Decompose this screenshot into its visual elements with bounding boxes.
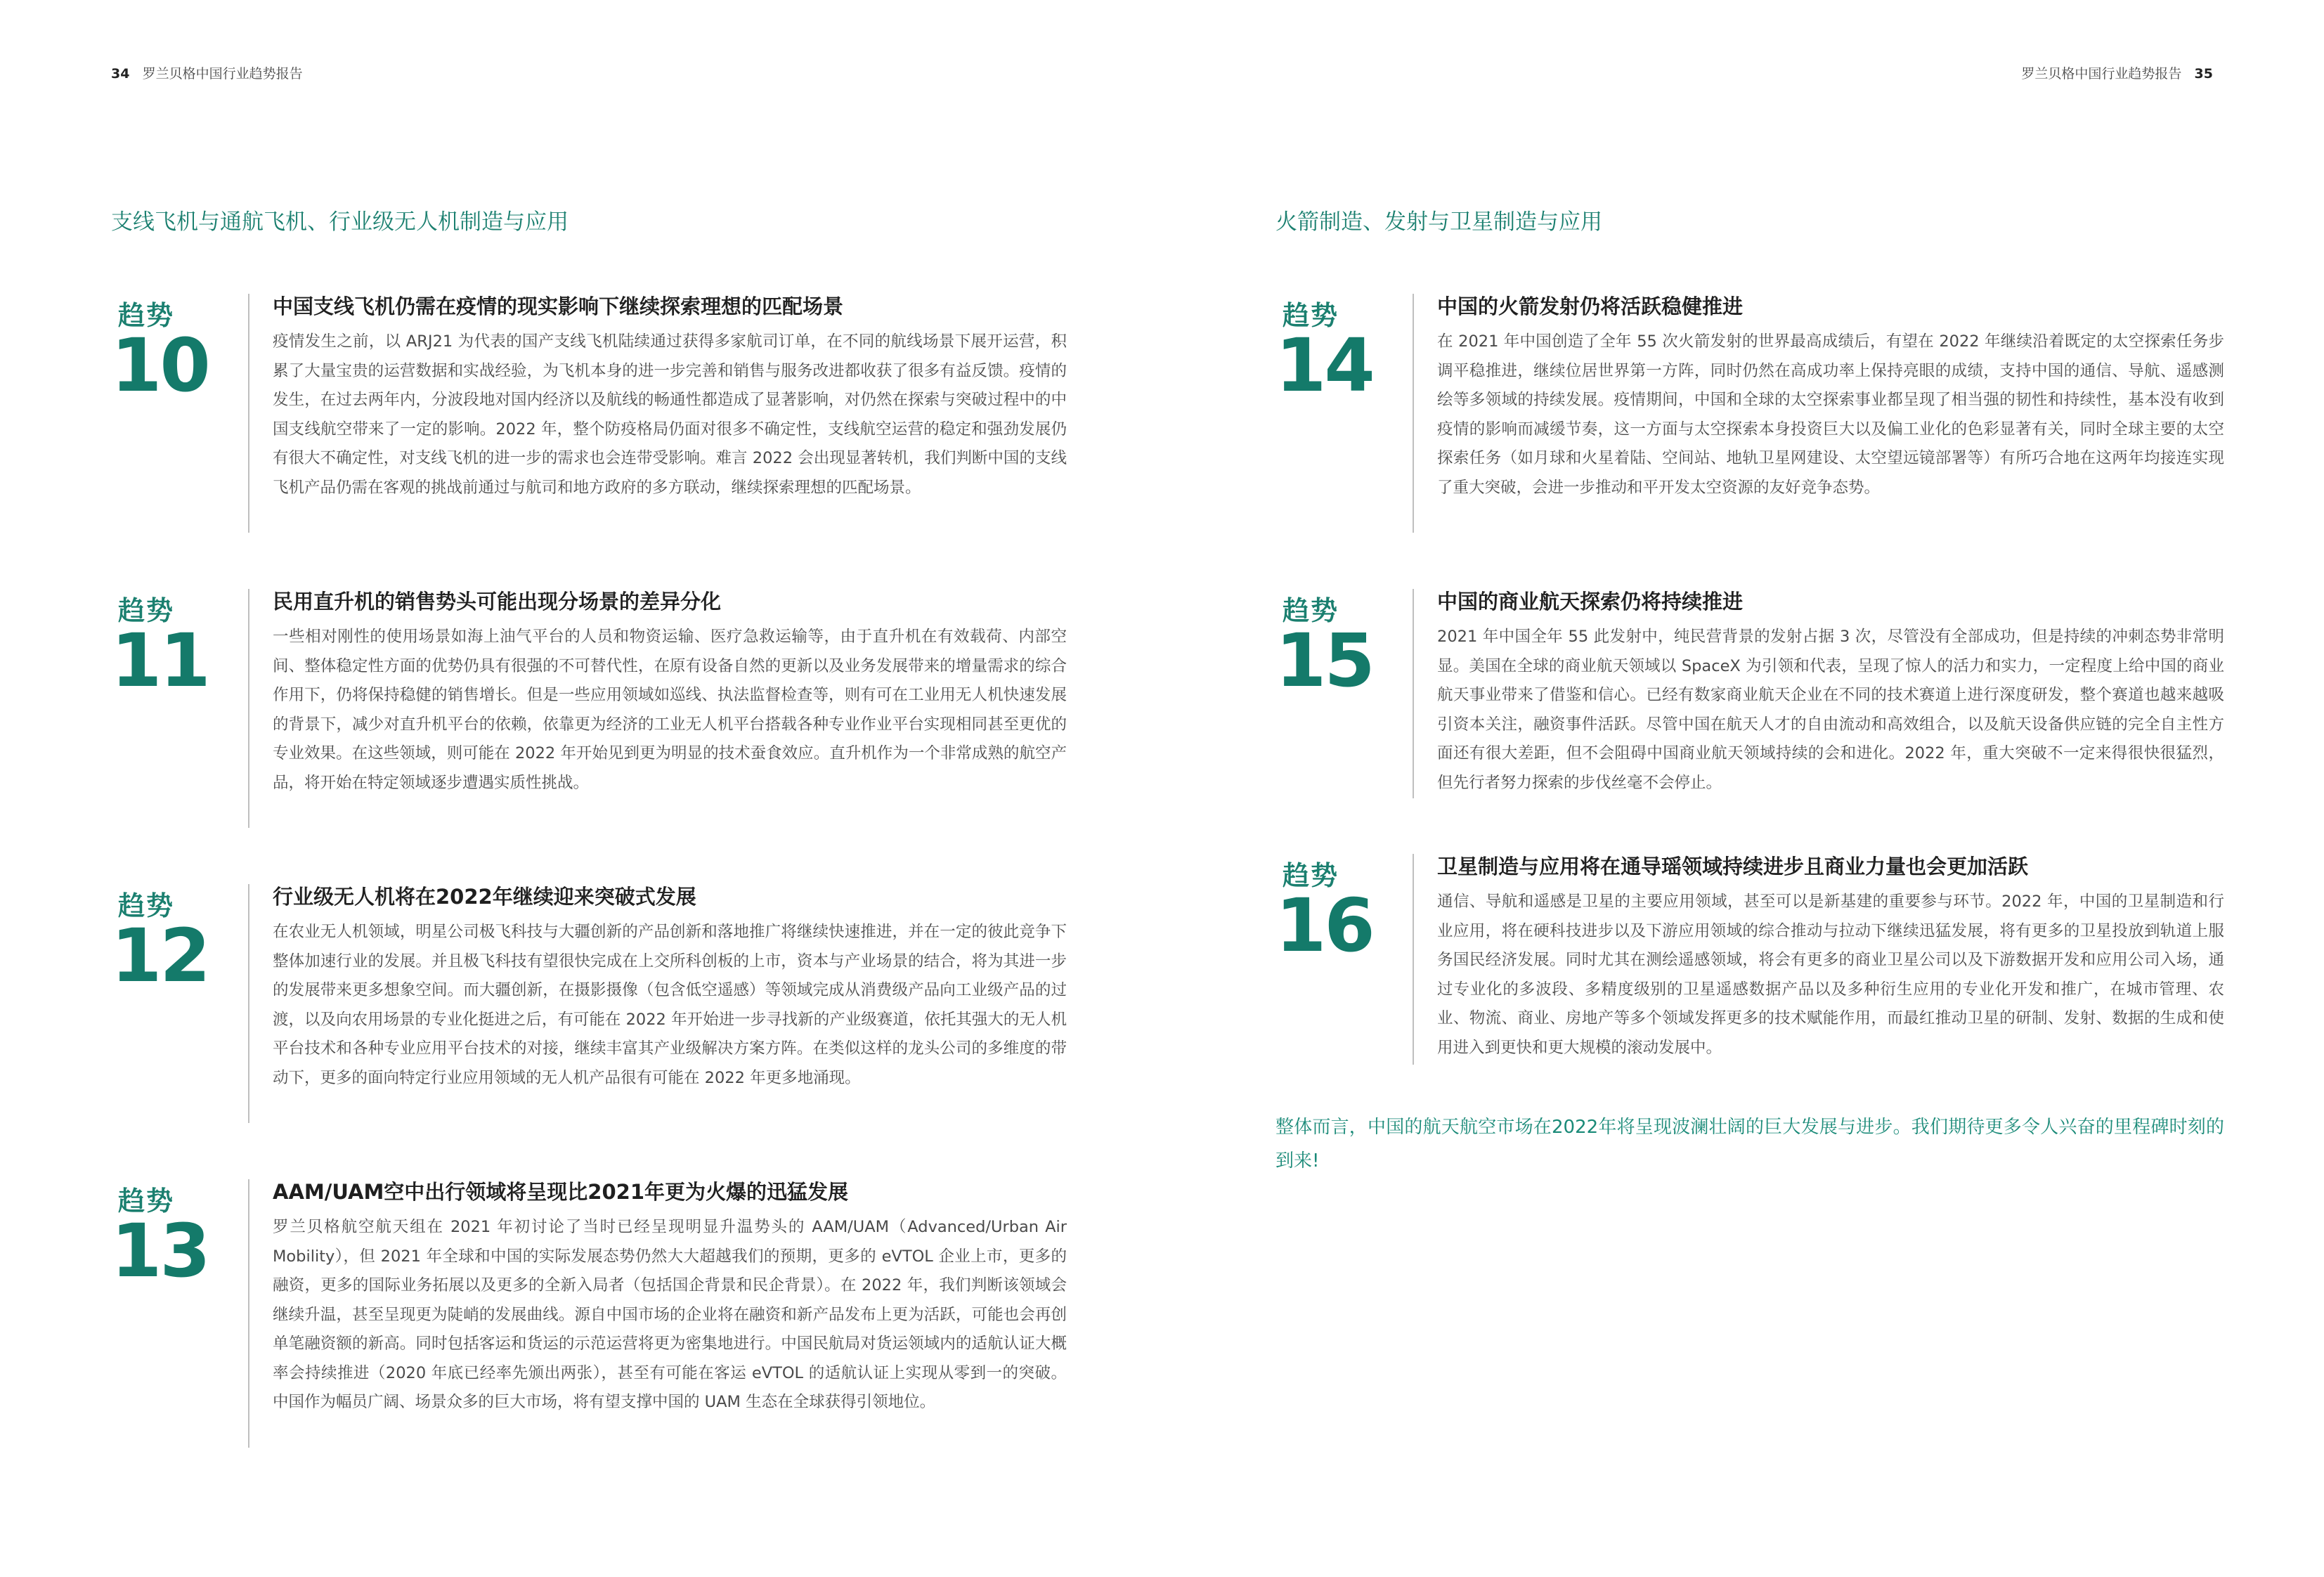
trend-text: 在农业无人机领域，明星公司极飞科技与大疆创新的产品创新和落地推广将继续快速推进，并在一定的彼此竞争下整体加速行业的发展。并且极飞科技有望很快完成在上交所科创板的上市，资本与产业场景的结合，将为其进一步的发展带来更多想象空间。而大疆创新，在摄影摄像（包含低空遥感）等领域完成从消费级产品向工业级产品的过渡，以及向农用场景的专业化挺进之后，有可能在 2022 年开始进一步寻找新的产业级赛道，依托其强大的无人机平台技术和各种专业应用平台技术的对接，继续丰富其产业级解决方案方阵。在类似这样的龙头公司的多维度的带动下，更多的面向特定行业应用领域的无人机产品很有可能在 2022 年更多地涌现。	[273, 923, 1067, 1087]
trend-label: 趋势	[1283, 300, 1339, 331]
trend-body	[1437, 294, 2224, 502]
trend-title: 卫星制造与应用将在通导瑶领域持续进步且商业力量也会更加活跃	[1437, 855, 2029, 878]
trend-text: 一些相对刚性的使用场景如海上油气平台的人员和物资运输、医疗急救运输等，由于直升机在有效载荷、内部空间、整体稳定性方面的优势仍具有很强的不可替代性，在原有设备自然的更新以及业务发展带来的增量需求的综合作用下，仍将保持稳健的销售增长。但是一些应用领域如巡线、执法监督检查等，则有可在工业用无人机快速发展的背景下，减少对直升机平台的依赖，依靠更为经济的工业无人机平台搭载各种专业作业平台实现相同甚至更优的专业效果。在这些领域，则可能在 2022 年开始见到更为明显的技术蚕食效应。直升机作为一个非常成熟的航空产品，将开始在特定领域逐步遭遇实质性挑战。	[273, 628, 1067, 792]
trend-body	[1437, 854, 2224, 1063]
trend-divider	[248, 1179, 249, 1448]
trend-divider	[248, 589, 249, 828]
trend-label: 趋势	[118, 890, 175, 921]
trend-text: 在 2021 年中国创造了全年 55 次火箭发射的世界最高成绩后，有望在 2022 年继续沿着既定的太空探索任务步调平稳推进，继续位居世界第一方阵，同时仍然在高成功率上保持亮眼的成绩，支持中国的通信、导航、遥感测绘等多领域的持续发展。疫情期间，中国和全球的太空探索事业都呈现了相当强的韧性和持续性，基本没有收到疫情的影响而减缓节奏，这一方面与太空探索本身投资巨大以及偏工业化的色彩显著有关，同时全球主要的太空探索任务（如月球和火星着陆、空间站、地轨卫星网建设、太空望远镜部署等）有所巧合地在这两年均接连实现了重大突破，会进一步推动和平开发太空资源的友好竞争态势。	[1437, 332, 2224, 497]
trend-body	[273, 294, 1067, 502]
running-head-left	[111, 63, 303, 82]
trend-divider	[1413, 854, 1414, 1065]
section-title: 火箭制造、发射与卫星制造与应用	[1275, 209, 1602, 235]
trend-label: 趋势	[1283, 595, 1339, 626]
trend-title: 民用直升机的销售势头可能出现分场景的差异分化	[273, 590, 722, 614]
running-head-right	[2021, 63, 2213, 82]
trend-divider	[1413, 589, 1414, 798]
trend-body	[273, 589, 1067, 798]
trend-number: 10	[111, 323, 209, 408]
page-number: 34	[111, 66, 130, 82]
report-title: 罗兰贝格中国行业趋势报告	[2021, 66, 2182, 82]
trend-title: AAM/UAM空中出行领域将呈现比2021年更为火爆的迅猛发展	[273, 1180, 849, 1204]
trend-divider	[1413, 294, 1414, 533]
trend-label: 趋势	[118, 595, 175, 626]
right-page	[1162, 0, 2324, 1577]
trend-body	[1437, 589, 2224, 798]
trend-number: 14	[1275, 323, 1373, 408]
trend-title: 中国的商业航天探索仍将持续推进	[1437, 590, 1744, 614]
trend-title: 中国的火箭发射仍将活跃稳健推进	[1437, 294, 1744, 318]
trend-label: 趋势	[1283, 860, 1339, 891]
trend-title: 行业级无人机将在2022年继续迎来突破式发展	[273, 885, 696, 909]
trend-text: 2021 年中国全年 55 此发射中，纯民营背景的发射占据 3 次，尽管没有全部成功，但是持续的冲刺态势非常明显。美国在全球的商业航天领域以 SpaceX 为引领和代表，呈现了惊人的活力和实力，一定程度上给中国的商业航天事业带来了借鉴和信心。已经有数家商业航天企业在不同的技术赛道上进行深度研发，整个赛道也越来越吸引资本关注，融资事件活跃。尽管中国在航天人才的自由流动和高效组合，以及航天设备供应链的完全自主性方面还有很大差距，但不会阻碍中国商业航天领域持续的会和进化。2022 年，重大突破不一定来得很快很猛烈，但先行者努力探索的步伐丝毫不会停止。	[1437, 628, 2224, 792]
trend-text: 罗兰贝格航空航天组在 2021 年初讨论了当时已经呈现明显升温势头的 AAM/UAM（Advanced/Urban Air Mobility），但 2021 年全球和中国的实际发展态势仍然大大超越我们的预期，更多的 eVTOL 企业上市，更多的融资，更多的国际业务拓展以及更多的全新入局者（包括国企背景和民企背景）。在 2022 年，我们判断该领域会继续升温，甚至呈现更为陡峭的发展曲线。源自中国市场的企业将在融资和新产品发布上更为活跃，可能也会再创单笔融资额的新高。同时包括客运和货运的示范运营将更为密集地进行。中国民航局对货运领域内的适航认证大概率会持续推进（2020 年底已经率先颁出两张），甚至有可能在客运 eVTOL 的适航认证上实现从零到一的突破。中国作为幅员广阔、场景众多的巨大市场，将有望支撑中国的 UAM 生态在全球获得引领地位。	[273, 1218, 1067, 1411]
trend-number: 16	[1275, 883, 1373, 968]
trend-divider	[248, 884, 249, 1123]
trend-body	[273, 1179, 1067, 1417]
trend-title: 中国支线飞机仍需在疫情的现实影响下继续探索理想的匹配场景	[273, 294, 844, 318]
trend-number: 11	[111, 618, 209, 703]
section-title: 支线飞机与通航飞机、行业级无人机制造与应用	[111, 209, 569, 235]
conclusion-text: 整体而言，中国的航天航空市场在2022年将呈现波澜壮阔的巨大发展与进步。我们期待更多令人兴奋的里程碑时刻的到来!	[1275, 1117, 2224, 1172]
trend-divider	[248, 294, 249, 533]
trend-label: 趋势	[118, 300, 175, 331]
trend-body	[273, 884, 1067, 1093]
trend-number: 15	[1275, 618, 1373, 703]
trend-text: 疫情发生之前，以 ARJ21 为代表的国产支线飞机陆续通过获得多家航司订单，在不同的航线场景下展开运营，积累了大量宝贵的运营数据和实战经验，为飞机本身的进一步完善和销售与服务改进都收获了很多有益反馈。疫情的发生，在过去两年内，分波段地对国内经济以及航线的畅通性都造成了显著影响，对仍然在探索与突破过程中的中国支线航空带来了一定的影响。2022 年，整个防疫格局仍面对很多不确定性，支线航空运营的稳定和强劲发展仍有很大不确定性，对支线飞机的进一步的需求也会连带受影响。难言 2022 会出现显著转机，我们判断中国的支线飞机产品仍需在客观的挑战前通过与航司和地方政府的多方联动，继续探索理想的匹配场景。	[273, 332, 1067, 497]
page-number: 35	[2194, 66, 2213, 82]
report-title: 罗兰贝格中国行业趋势报告	[142, 66, 303, 82]
trend-label: 趋势	[118, 1186, 175, 1216]
trend-number: 12	[111, 913, 209, 999]
trend-number: 13	[111, 1208, 209, 1294]
trend-text: 通信、导航和遥感是卫星的主要应用领域，甚至可以是新基建的重要参与环节。2022 年，中国的卫星制造和行业应用，将在硬科技进步以及下游应用领域的综合推动与拉动下继续迅猛发展，将有更多的卫星投放到轨道上服务国民经济发展。同时尤其在测绘遥感领域，将会有更多的商业卫星公司以及下游数据开发和应用公司入场，通过专业化的多波段、多精度级别的卫星遥感数据产品以及多种衍生应用的专业化开发和推广，在城市管理、农业、物流、商业、房地产等多个领域发挥更多的技术赋能作用，而最红推动卫星的研制、发射、数据的生成和使用进入到更快和更大规模的滚动发展中。	[1437, 893, 2224, 1057]
